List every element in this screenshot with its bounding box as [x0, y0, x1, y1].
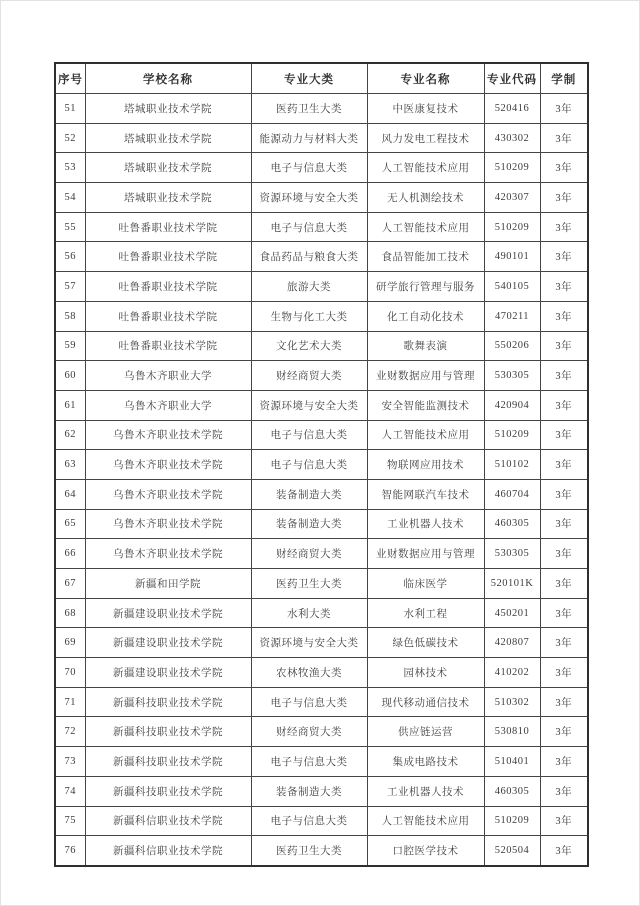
cell-index: 71 — [55, 687, 85, 717]
cell-major: 园林技术 — [367, 658, 484, 688]
cell-major: 化工自动化技术 — [367, 301, 484, 331]
cell-duration: 3年 — [540, 747, 588, 777]
cell-duration: 3年 — [540, 301, 588, 331]
cell-code: 530810 — [484, 717, 540, 747]
cell-duration: 3年 — [540, 806, 588, 836]
cell-major: 智能网联汽车技术 — [367, 479, 484, 509]
cell-index: 66 — [55, 539, 85, 569]
cell-major: 口腔医学技术 — [367, 836, 484, 866]
cell-duration: 3年 — [540, 776, 588, 806]
cell-duration: 3年 — [540, 390, 588, 420]
cell-category: 资源环境与安全大类 — [251, 628, 367, 658]
header-major: 专业名称 — [367, 63, 484, 94]
cell-index: 56 — [55, 242, 85, 272]
table-row — [55, 361, 588, 391]
cell-category: 资源环境与安全大类 — [251, 183, 367, 213]
cell-category: 财经商贸大类 — [251, 717, 367, 747]
cell-school: 乌鲁木齐职业技术学院 — [85, 479, 251, 509]
cell-index: 64 — [55, 479, 85, 509]
college-majors-table — [54, 62, 589, 867]
table-row — [55, 836, 588, 866]
cell-code: 530305 — [484, 539, 540, 569]
table-row — [55, 479, 588, 509]
cell-school: 乌鲁木齐职业大学 — [85, 390, 251, 420]
table-row — [55, 123, 588, 153]
cell-school: 乌鲁木齐职业技术学院 — [85, 509, 251, 539]
cell-index: 60 — [55, 361, 85, 391]
cell-duration: 3年 — [540, 569, 588, 599]
cell-major: 供应链运营 — [367, 717, 484, 747]
cell-code: 420807 — [484, 628, 540, 658]
cell-category: 财经商贸大类 — [251, 361, 367, 391]
cell-code: 420307 — [484, 183, 540, 213]
cell-school: 新疆科信职业技术学院 — [85, 836, 251, 866]
table-row — [55, 598, 588, 628]
cell-school: 吐鲁番职业技术学院 — [85, 242, 251, 272]
table-row — [55, 747, 588, 777]
cell-duration: 3年 — [540, 687, 588, 717]
cell-major: 风力发电工程技术 — [367, 123, 484, 153]
cell-school: 新疆和田学院 — [85, 569, 251, 599]
header-duration: 学制 — [540, 63, 588, 94]
cell-school: 吐鲁番职业技术学院 — [85, 212, 251, 242]
cell-major: 人工智能技术应用 — [367, 153, 484, 183]
cell-index: 58 — [55, 301, 85, 331]
header-code: 专业代码 — [484, 63, 540, 94]
cell-school: 塔城职业技术学院 — [85, 183, 251, 213]
cell-duration: 3年 — [540, 450, 588, 480]
cell-category: 电子与信息大类 — [251, 747, 367, 777]
cell-index: 59 — [55, 331, 85, 361]
table-row — [55, 183, 588, 213]
cell-duration: 3年 — [540, 658, 588, 688]
cell-code: 460305 — [484, 509, 540, 539]
cell-duration: 3年 — [540, 598, 588, 628]
cell-category: 食品药品与粮食大类 — [251, 242, 367, 272]
cell-duration: 3年 — [540, 361, 588, 391]
cell-duration: 3年 — [540, 509, 588, 539]
cell-index: 75 — [55, 806, 85, 836]
table-row — [55, 272, 588, 302]
table-row — [55, 806, 588, 836]
cell-code: 510302 — [484, 687, 540, 717]
cell-category: 资源环境与安全大类 — [251, 390, 367, 420]
cell-index: 61 — [55, 390, 85, 420]
cell-duration: 3年 — [540, 242, 588, 272]
cell-major: 安全智能监测技术 — [367, 390, 484, 420]
cell-category: 电子与信息大类 — [251, 153, 367, 183]
cell-category: 财经商贸大类 — [251, 539, 367, 569]
cell-index: 70 — [55, 658, 85, 688]
cell-index: 52 — [55, 123, 85, 153]
cell-code: 510209 — [484, 153, 540, 183]
cell-school: 乌鲁木齐职业技术学院 — [85, 420, 251, 450]
cell-school: 塔城职业技术学院 — [85, 94, 251, 124]
cell-code: 490101 — [484, 242, 540, 272]
table-row — [55, 153, 588, 183]
cell-school: 新疆建设职业技术学院 — [85, 658, 251, 688]
cell-duration: 3年 — [540, 420, 588, 450]
cell-code: 520416 — [484, 94, 540, 124]
cell-category: 装备制造大类 — [251, 776, 367, 806]
cell-major: 临床医学 — [367, 569, 484, 599]
cell-duration: 3年 — [540, 479, 588, 509]
cell-major: 人工智能技术应用 — [367, 806, 484, 836]
cell-duration: 3年 — [540, 539, 588, 569]
cell-index: 72 — [55, 717, 85, 747]
cell-school: 乌鲁木齐职业大学 — [85, 361, 251, 391]
cell-category: 医药卫生大类 — [251, 569, 367, 599]
cell-index: 51 — [55, 94, 85, 124]
cell-duration: 3年 — [540, 123, 588, 153]
cell-school: 吐鲁番职业技术学院 — [85, 331, 251, 361]
cell-code: 510209 — [484, 806, 540, 836]
table-row — [55, 331, 588, 361]
cell-index: 74 — [55, 776, 85, 806]
cell-major: 业财数据应用与管理 — [367, 361, 484, 391]
cell-index: 55 — [55, 212, 85, 242]
cell-code: 460305 — [484, 776, 540, 806]
cell-major: 中医康复技术 — [367, 94, 484, 124]
cell-duration: 3年 — [540, 628, 588, 658]
cell-code: 410202 — [484, 658, 540, 688]
cell-school: 乌鲁木齐职业技术学院 — [85, 539, 251, 569]
cell-code: 520101K — [484, 569, 540, 599]
cell-major: 人工智能技术应用 — [367, 420, 484, 450]
table-row — [55, 420, 588, 450]
cell-category: 能源动力与材料大类 — [251, 123, 367, 153]
cell-major: 水利工程 — [367, 598, 484, 628]
cell-code: 510209 — [484, 420, 540, 450]
table-row — [55, 390, 588, 420]
cell-index: 53 — [55, 153, 85, 183]
table-row — [55, 242, 588, 272]
cell-category: 生物与化工大类 — [251, 301, 367, 331]
table-row — [55, 94, 588, 124]
cell-duration: 3年 — [540, 183, 588, 213]
cell-school: 吐鲁番职业技术学院 — [85, 301, 251, 331]
cell-duration: 3年 — [540, 717, 588, 747]
table-row — [55, 687, 588, 717]
cell-code: 510209 — [484, 212, 540, 242]
cell-code: 470211 — [484, 301, 540, 331]
cell-code: 540105 — [484, 272, 540, 302]
cell-category: 水利大类 — [251, 598, 367, 628]
cell-index: 54 — [55, 183, 85, 213]
cell-code: 520504 — [484, 836, 540, 866]
cell-major: 工业机器人技术 — [367, 509, 484, 539]
header-index: 序号 — [55, 63, 85, 94]
cell-code: 510102 — [484, 450, 540, 480]
cell-school: 乌鲁木齐职业技术学院 — [85, 450, 251, 480]
cell-category: 电子与信息大类 — [251, 450, 367, 480]
cell-code: 460704 — [484, 479, 540, 509]
cell-duration: 3年 — [540, 836, 588, 866]
cell-major: 物联网应用技术 — [367, 450, 484, 480]
cell-school: 新疆科技职业技术学院 — [85, 776, 251, 806]
table-row — [55, 450, 588, 480]
table-row — [55, 717, 588, 747]
table-row — [55, 628, 588, 658]
cell-duration: 3年 — [540, 94, 588, 124]
cell-school: 新疆建设职业技术学院 — [85, 628, 251, 658]
cell-school: 新疆科信职业技术学院 — [85, 806, 251, 836]
table-row — [55, 539, 588, 569]
cell-category: 装备制造大类 — [251, 509, 367, 539]
cell-school: 新疆科技职业技术学院 — [85, 687, 251, 717]
table-row — [55, 509, 588, 539]
cell-category: 农林牧渔大类 — [251, 658, 367, 688]
cell-major: 现代移动通信技术 — [367, 687, 484, 717]
cell-category: 电子与信息大类 — [251, 806, 367, 836]
cell-index: 62 — [55, 420, 85, 450]
cell-index: 69 — [55, 628, 85, 658]
cell-code: 550206 — [484, 331, 540, 361]
cell-code: 450201 — [484, 598, 540, 628]
cell-index: 73 — [55, 747, 85, 777]
table-row — [55, 212, 588, 242]
cell-major: 集成电路技术 — [367, 747, 484, 777]
cell-duration: 3年 — [540, 331, 588, 361]
cell-school: 吐鲁番职业技术学院 — [85, 272, 251, 302]
cell-major: 业财数据应用与管理 — [367, 539, 484, 569]
table-row — [55, 658, 588, 688]
cell-major: 人工智能技术应用 — [367, 212, 484, 242]
cell-school: 新疆科技职业技术学院 — [85, 747, 251, 777]
cell-category: 装备制造大类 — [251, 479, 367, 509]
cell-major: 歌舞表演 — [367, 331, 484, 361]
table-row — [55, 569, 588, 599]
table-header-row — [55, 63, 588, 94]
header-school: 学校名称 — [85, 63, 251, 94]
cell-index: 57 — [55, 272, 85, 302]
cell-code: 420904 — [484, 390, 540, 420]
cell-duration: 3年 — [540, 153, 588, 183]
cell-category: 电子与信息大类 — [251, 687, 367, 717]
header-category: 专业大类 — [251, 63, 367, 94]
cell-index: 76 — [55, 836, 85, 866]
cell-school: 塔城职业技术学院 — [85, 153, 251, 183]
cell-category: 电子与信息大类 — [251, 420, 367, 450]
cell-code: 430302 — [484, 123, 540, 153]
cell-duration: 3年 — [540, 272, 588, 302]
cell-category: 医药卫生大类 — [251, 94, 367, 124]
cell-school: 新疆建设职业技术学院 — [85, 598, 251, 628]
cell-index: 63 — [55, 450, 85, 480]
cell-major: 工业机器人技术 — [367, 776, 484, 806]
table-body — [55, 94, 588, 866]
cell-index: 68 — [55, 598, 85, 628]
cell-index: 65 — [55, 509, 85, 539]
cell-major: 食品智能加工技术 — [367, 242, 484, 272]
cell-major: 研学旅行管理与服务 — [367, 272, 484, 302]
cell-code: 510401 — [484, 747, 540, 777]
cell-duration: 3年 — [540, 212, 588, 242]
cell-code: 530305 — [484, 361, 540, 391]
table-row — [55, 776, 588, 806]
cell-index: 67 — [55, 569, 85, 599]
cell-school: 新疆科技职业技术学院 — [85, 717, 251, 747]
table-row — [55, 301, 588, 331]
cell-category: 电子与信息大类 — [251, 212, 367, 242]
cell-category: 文化艺术大类 — [251, 331, 367, 361]
cell-major: 无人机测绘技术 — [367, 183, 484, 213]
cell-category: 医药卫生大类 — [251, 836, 367, 866]
cell-category: 旅游大类 — [251, 272, 367, 302]
cell-school: 塔城职业技术学院 — [85, 123, 251, 153]
cell-major: 绿色低碳技术 — [367, 628, 484, 658]
